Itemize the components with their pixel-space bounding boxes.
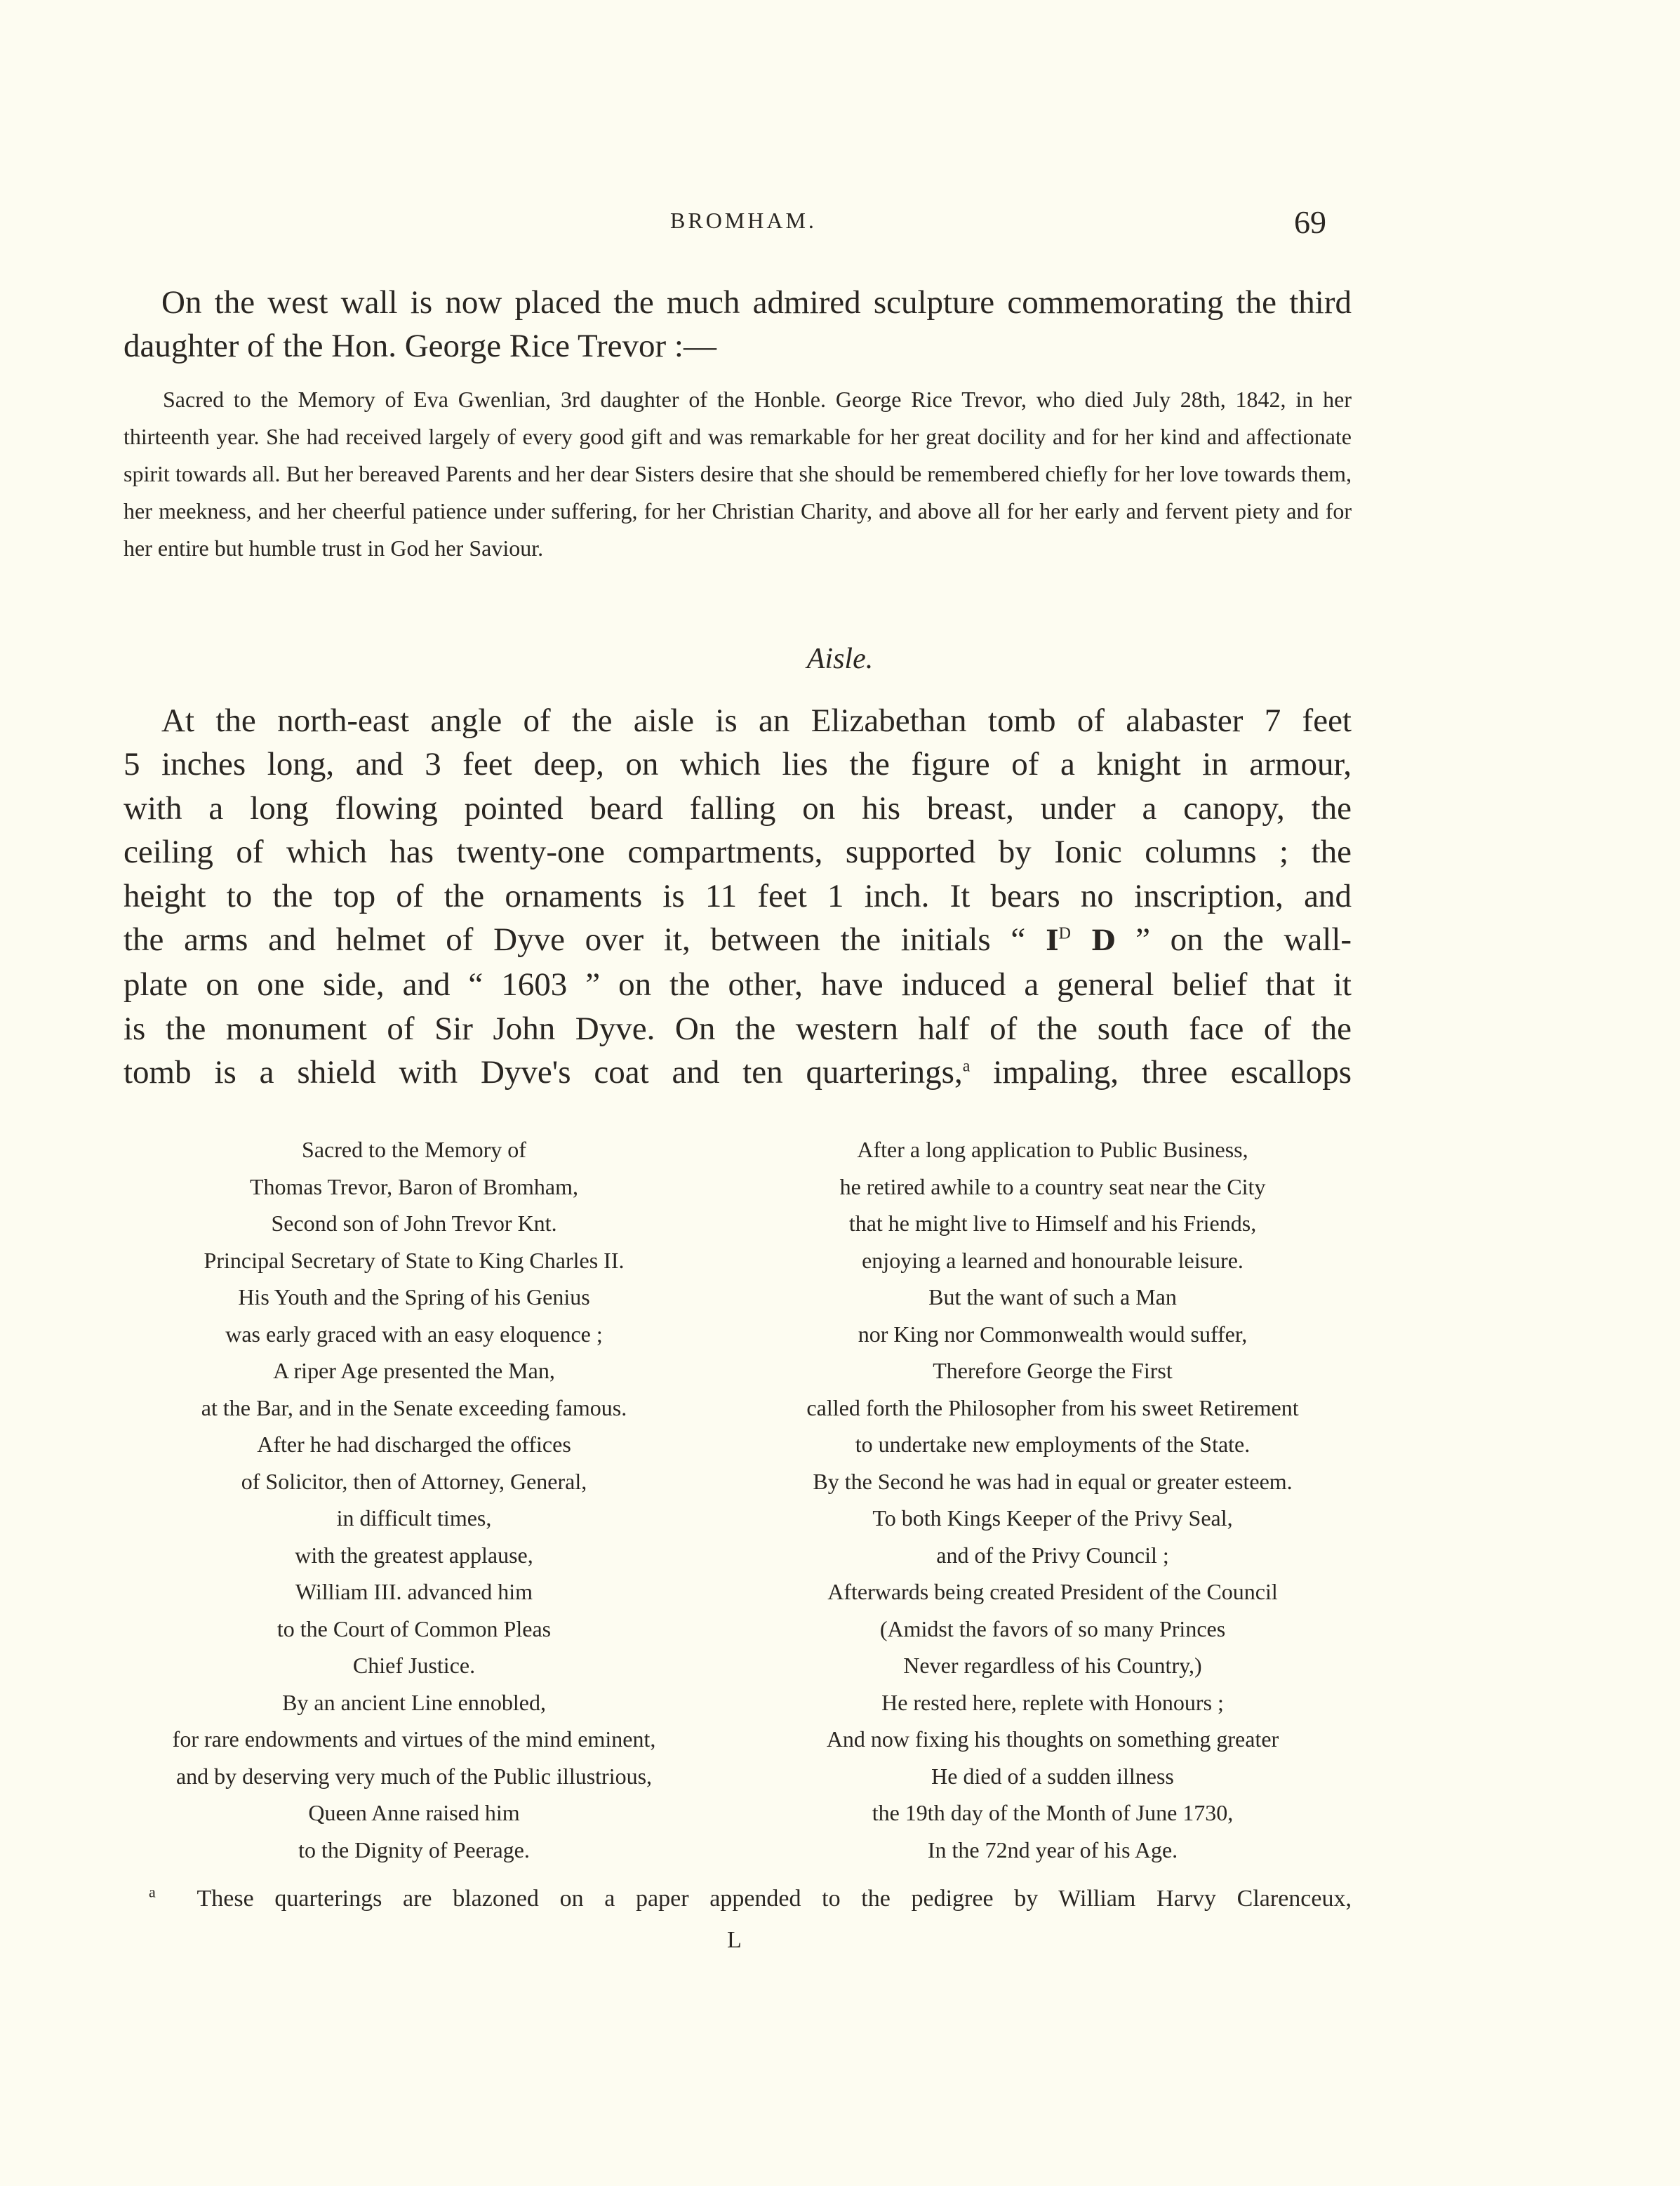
epitaph-line: he retired awhile to a country seat near the City	[839, 1173, 1266, 1199]
epitaph-line: He died of a sudden illness	[931, 1763, 1174, 1789]
epitaph-left-column	[105, 1131, 723, 1868]
footnoted-trailing-text: impaling, three escallops	[970, 1054, 1352, 1091]
epitaph-line: at the Bar, and in the Senate exceeding famous.	[201, 1394, 627, 1420]
epitaph-line: By the Second he was had in equal or greater esteem.	[813, 1468, 1293, 1494]
epitaph-line: for rare endowments and virtues of the mind eminent,	[172, 1726, 656, 1752]
epitaph-line: with the greatest applause,	[295, 1542, 533, 1568]
paragraph-line: with a long flowing pointed beard falling on his breast, under a canopy, the	[124, 789, 1352, 827]
epitaph-line: the 19th day of the Month of June 1730,	[872, 1800, 1234, 1825]
footnote-text: These quarterings are blazoned on a paper appended to the pedigree by William Harvy Clarenceux,	[196, 1886, 1352, 1912]
epitaph-line: Sacred to the Memory of	[302, 1137, 526, 1162]
epitaph-line: called forth the Philosopher from his sweet Retirement	[806, 1394, 1299, 1420]
epitaph-line: in difficult times,	[336, 1505, 492, 1531]
epitaph-line: He rested here, replete with Honours ;	[881, 1689, 1224, 1715]
epitaph-line: Therefore George the First	[933, 1358, 1173, 1383]
epitaph-line: A riper Age presented the Man,	[273, 1358, 555, 1383]
initials-trailing-text: ” on the wall-	[1135, 921, 1352, 959]
paragraph-line: height to the top of the ornaments is 11 feet 1 inch. It bears no inscription, and	[124, 877, 1352, 914]
epitaph-line: Afterwards being created President of the Council	[827, 1579, 1278, 1604]
epitaph-right-column	[744, 1131, 1361, 1868]
epitaph-line: Queen Anne raised him	[308, 1800, 520, 1825]
epitaph-line: But the want of such a Man	[928, 1284, 1177, 1309]
epitaph-line: nor King nor Commonwealth would suffer,	[858, 1321, 1248, 1347]
paragraph-line-footnoted	[124, 1051, 1352, 1094]
epitaph-line: William III. advanced him	[295, 1579, 533, 1604]
epitaph-line: Second son of John Trevor Knt.	[271, 1211, 557, 1236]
epitaph-line: Principal Secretary of State to King Charles II.	[204, 1247, 625, 1273]
footnoted-lead-text: tomb is a shield with Dyve's coat and ten quarterings,	[124, 1054, 963, 1091]
epitaph-line: that he might live to Himself and his Friends,	[848, 1211, 1257, 1236]
eva-epitaph-inscription: Sacred to the Memory of Eva Gwenlian, 3rd daughter of the Honble. George Rice Trevor, who died July 28th, 1842, in her thirteenth year. She had received largely of every good gift and was remarkable for her great docility and for her kind and affectionate spirit towards all. But her bereaved Parents and her dear Sisters desire that she should be remembered chiefly for her love towards them, her meekness, and her cheerful patience under suffering, for her Christian Charity, and above all for her early and fervent piety and for her entire but humble trust in God her Saviour.	[124, 387, 1352, 561]
epitaph-line: Never regardless of his Country,)	[903, 1653, 1202, 1678]
epitaph-line: was early graced with an easy eloquence ;	[225, 1321, 603, 1347]
section-heading-aisle: Aisle.	[806, 643, 874, 675]
page-number: 69	[1294, 204, 1326, 240]
paragraph-line: plate on one side, and “ 1603 ” on the other, have induced a general belief that it	[124, 966, 1352, 1004]
initial-letter: I	[1045, 924, 1059, 958]
epitaph-line: After a long application to Public Business,	[857, 1137, 1248, 1162]
epitaph-line: His Youth and the Spring of his Genius	[238, 1284, 590, 1309]
footnote-marker: a	[149, 1883, 156, 1901]
paragraph-line-initials	[124, 918, 1352, 963]
epitaph-line: to undertake new employments of the State.	[855, 1432, 1251, 1457]
epitaph-line: In the 72nd year of his Age.	[927, 1837, 1178, 1862]
epitaph-line: And now fixing his thoughts on something greater	[826, 1726, 1279, 1752]
epitaph-line: By an ancient Line ennobled,	[282, 1689, 546, 1715]
epitaph-line: Thomas Trevor, Baron of Bromham,	[249, 1173, 578, 1199]
paragraph-line: ceiling of which has twenty-one compartments, supported by Ionic columns ; the	[124, 834, 1352, 871]
epitaph-line: and by deserving very much of the Public illustrious,	[175, 1763, 653, 1789]
epitaph-line: to the Dignity of Peerage.	[298, 1837, 530, 1862]
epitaph-line: and of the Privy Council ;	[936, 1542, 1169, 1568]
footnote-reference: a	[962, 1057, 971, 1076]
epitaph-line: of Solicitor, then of Attorney, General,	[241, 1468, 587, 1494]
epitaph-line: After he had discharged the offices	[257, 1432, 571, 1457]
epitaph-line: (Amidst the favors of so many Princes	[879, 1615, 1226, 1641]
paragraph-line: At the north-east angle of the aisle is an Elizabethan tomb of alabaster 7 feet	[161, 702, 1352, 739]
running-title: BROMHAM.	[670, 208, 817, 233]
epitaph-line: Chief Justice.	[352, 1653, 476, 1678]
epitaph-line: to the Court of Common Pleas	[276, 1615, 552, 1641]
initial-letter: D	[1091, 924, 1116, 958]
footnote	[124, 1885, 1352, 1913]
paragraph-line: 5 inches long, and 3 feet deep, on which lies the figure of a knight in armour,	[124, 746, 1352, 783]
paragraph-line: is the monument of Sir John Dyve. On the western half of the south face of the	[124, 1010, 1352, 1047]
epitaph-line: enjoying a learned and honourable leisure.	[862, 1247, 1244, 1273]
initials-lead-text: the arms and helmet of Dyve over it, between the initials “	[124, 921, 1026, 959]
signature-mark: L	[727, 1927, 742, 1953]
intro-paragraph: On the west wall is now placed the much admired sculpture commemorating the third daughter of the Hon. George Rice Trevor :—	[124, 284, 1352, 364]
epitaph-line: To both Kings Keeper of the Privy Seal,	[872, 1505, 1233, 1531]
initial-mark: D	[1058, 924, 1072, 943]
aisle-paragraph	[124, 699, 1352, 1095]
